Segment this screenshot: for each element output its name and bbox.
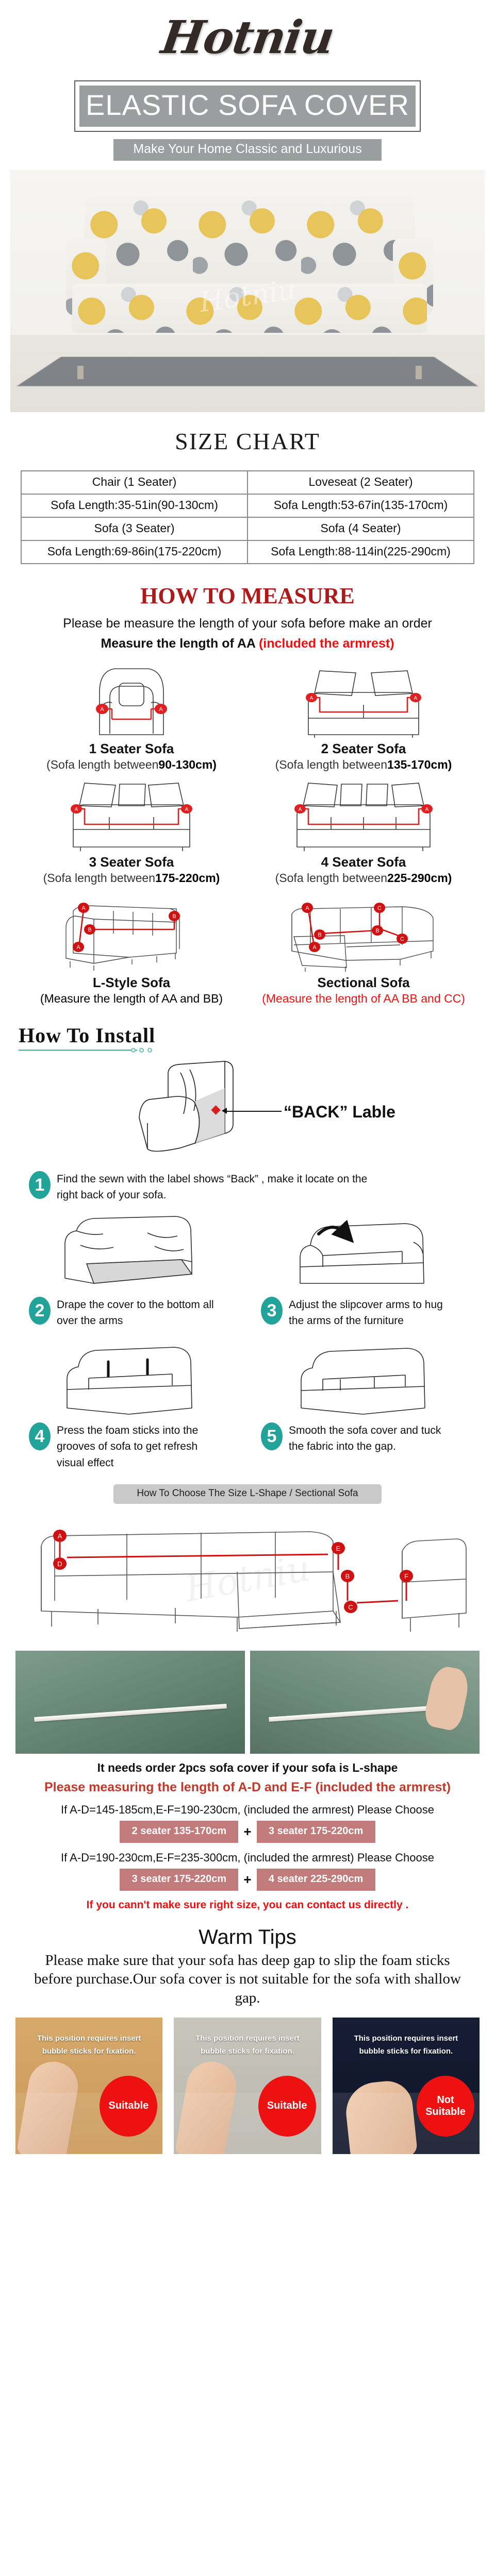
- svg-text:F: F: [404, 1572, 408, 1580]
- install-step-5: [248, 1419, 480, 1471]
- measure-item-label: 1 Seater Sofa: [89, 740, 174, 756]
- sofa-outline-2-seater: [248, 660, 480, 738]
- measure-armrest-note: (included the armrest): [258, 636, 394, 651]
- brand-logo: Hotniu: [158, 10, 337, 64]
- sofa-outline-l-style: [15, 894, 248, 972]
- svg-text:A: A: [57, 1532, 62, 1540]
- order-line-top: It needs order 2pcs sofa cover if your sofa is L-shape: [97, 1761, 398, 1774]
- sofa-backrest: [85, 197, 415, 294]
- measure-item-3-seater: [15, 774, 248, 885]
- table-row: [21, 471, 474, 494]
- step-number-badge: 2: [29, 1297, 51, 1325]
- measure-item-range: [15, 871, 248, 885]
- warm-tips-title: Warm Tips: [199, 1926, 296, 1948]
- order-choice-1: [15, 1821, 480, 1843]
- table-cell: Sofa Length:69-86in(175-220cm): [21, 540, 248, 564]
- svg-text:A: A: [309, 695, 314, 701]
- table-row: [21, 517, 474, 540]
- table-cell: Sofa (3 Seater): [21, 517, 248, 540]
- measure-item-label: L-Style Sofa: [92, 974, 171, 990]
- section-divider: [19, 1049, 137, 1051]
- svg-text:B: B: [345, 1572, 350, 1580]
- install-step-row-23: [15, 1294, 480, 1329]
- measure-item-label: 3 Seater Sofa: [89, 854, 174, 870]
- lshape-sofa-line-art: [21, 1510, 474, 1644]
- measure-range-prefix: (Sofa length between: [275, 757, 388, 771]
- sofa-line-art-1-seater: [54, 662, 209, 738]
- install-step-row-1: [15, 1168, 480, 1204]
- divider-dot-1: [131, 1048, 136, 1053]
- how-to-measure-line2: [0, 636, 495, 651]
- plus-icon: +: [243, 1824, 252, 1839]
- step-number-badge: 3: [261, 1297, 283, 1325]
- table-row: [21, 540, 474, 564]
- suitability-tile-1: [15, 2018, 162, 2154]
- divider-dot-3: [147, 1048, 152, 1053]
- measure-item-label: 4 Seater Sofa: [321, 854, 406, 870]
- measure-item-4-seater: [248, 774, 480, 885]
- svg-text:A: A: [185, 806, 189, 812]
- sofa-seat: [72, 283, 427, 333]
- sofa-outline-4-seater: [248, 774, 480, 851]
- table-row: [21, 494, 474, 517]
- table-cell: Chair (1 Seater): [21, 471, 248, 494]
- contact-us-note: If you cann't make sure right size, you can contact us directly .: [86, 1899, 409, 1911]
- install-art-row-45: [15, 1329, 480, 1419]
- order-instructions: [15, 1761, 480, 1911]
- svg-text:A: A: [298, 806, 302, 812]
- step-text: Smooth the sofa cover and tuck the fabric into the gap.: [289, 1424, 441, 1452]
- table-cell: Sofa Length:35-51in(90-130cm): [21, 494, 248, 517]
- svg-text:B: B: [318, 931, 322, 938]
- suitability-tile-2: [174, 2018, 321, 2154]
- page-title: ELASTIC SOFA COVER: [79, 86, 416, 127]
- drape-cover-sketch: [46, 1206, 217, 1291]
- order-choice-2: [15, 1869, 480, 1891]
- suitability-badge: Suitable: [258, 2076, 316, 2137]
- measure-diagram-grid: [15, 660, 480, 1006]
- svg-text:E: E: [336, 1545, 341, 1552]
- tile-caption-line2: bubble sticks for fixation.: [201, 2047, 294, 2056]
- measure-range-value: 175-220cm): [155, 871, 220, 885]
- install-illustration-step-2: [15, 1204, 248, 1294]
- sofa-outline-1-seater: [15, 660, 248, 738]
- svg-text:B: B: [172, 913, 176, 920]
- step-text: Adjust the slipcover arms to hug the arms of the furniture: [289, 1298, 443, 1327]
- install-step-4: [15, 1419, 248, 1471]
- page-subtitle: Make Your Home Classic and Luxurious: [113, 139, 382, 161]
- tile-caption-line1: This position requires insert: [195, 2033, 300, 2043]
- how-to-measure-title: HOW TO MEASURE: [140, 583, 355, 608]
- measure-range-prefix: (Sofa length between: [275, 871, 388, 885]
- sofa-leg-right: [416, 366, 422, 379]
- size-chart-table: [21, 470, 474, 564]
- hand-illustration: [423, 1664, 472, 1732]
- table-cell: Sofa Length:53-67in(135-170cm): [248, 494, 474, 517]
- order-condition-2: If A-D=190-230cm,E-F=235-300cm, (included the armrest) Please Choose: [61, 1851, 434, 1864]
- warm-tips-body: Please make sure that your sofa has deep gap to slip the foam sticks before purchase.Our sofa cover is not suitable for the sofa with shallow gap.: [34, 1952, 461, 2006]
- sofa-line-art-4-seater: [273, 775, 454, 851]
- install-step-row-45: [15, 1419, 480, 1471]
- step-text: Drape the cover to the bottom all over the arms: [57, 1298, 214, 1327]
- how-to-install-title: How To Install: [19, 1023, 156, 1047]
- table-cell: Sofa Length:88-114in(225-290cm): [248, 540, 474, 564]
- sofa-line-art-2-seater: [278, 662, 449, 738]
- measure-item-1-seater: [15, 660, 248, 772]
- suitability-badge: Suitable: [100, 2076, 157, 2137]
- order-line-red: Please measuring the length of A-D and E-F (included the armrest): [44, 1780, 451, 1794]
- hero-sofa: [66, 197, 433, 367]
- tile-caption-line2: bubble sticks for fixation.: [359, 2047, 453, 2056]
- install-illustration-step-4: [15, 1329, 248, 1419]
- measure-aa-text: Measure the length of AA: [101, 636, 259, 651]
- brand-header: [0, 0, 495, 77]
- table-cell: Loveseat (2 Seater): [248, 471, 474, 494]
- diagram-watermark: Hotniu: [182, 1546, 314, 1611]
- svg-text:C: C: [348, 1603, 353, 1611]
- tile-caption: [333, 2032, 480, 2058]
- svg-text:A: A: [305, 905, 309, 911]
- table-cell: Sofa (4 Seater): [248, 517, 474, 540]
- size-chip-3-seater[interactable]: 3 seater 175-220cm: [257, 1821, 375, 1843]
- svg-text:A: A: [76, 944, 80, 951]
- measure-item-range: [248, 871, 480, 885]
- svg-text:C: C: [400, 936, 404, 942]
- sofa-leg-left: [77, 366, 84, 379]
- measure-photo-right: [250, 1651, 480, 1754]
- install-illustration-step-3: [248, 1204, 480, 1294]
- suitability-tiles: [15, 2018, 480, 2154]
- sofa-line-art-l-style: [46, 895, 217, 972]
- size-chart-title: SIZE CHART: [175, 428, 320, 454]
- measure-range-value: 90-130cm): [158, 757, 217, 771]
- measure-item-range: [248, 758, 480, 772]
- foam-sticks-sketch: [46, 1332, 217, 1417]
- tape-measure-icon: [34, 1704, 227, 1722]
- measure-item-label: 2 Seater Sofa: [321, 740, 406, 756]
- divider-dot-2: [139, 1048, 144, 1053]
- adjust-arms-sketch: [278, 1206, 449, 1291]
- sofa-line-art-3-seater: [46, 775, 217, 851]
- measure-range-value: 225-290cm): [387, 871, 452, 885]
- measure-range-value: 135-170cm): [387, 757, 452, 771]
- size-chip-2-seater[interactable]: 2 seater 135-170cm: [120, 1821, 238, 1843]
- suitability-badge: Not Suitable: [417, 2076, 474, 2137]
- step-text: Find the sewn with the label shows “Back” , make it locate on the right back of your sofa.: [57, 1173, 368, 1201]
- svg-text:B: B: [375, 927, 380, 934]
- leader-line: [226, 1111, 282, 1112]
- lshape-measure-diagram: [15, 1510, 480, 1647]
- svg-text:D: D: [57, 1560, 62, 1568]
- suitability-tile-3: [333, 2018, 480, 2154]
- install-step-2: [15, 1294, 248, 1329]
- hero-product-photo: [10, 170, 485, 412]
- sofa-line-art-sectional: [278, 895, 449, 972]
- svg-text:A: A: [414, 695, 418, 701]
- choose-size-bar: How To Choose The Size L-Shape / Sectional Sofa: [113, 1484, 382, 1504]
- measure-item-2-seater: [248, 660, 480, 772]
- measure-item-range: [15, 758, 248, 772]
- measure-photo-row: [15, 1651, 480, 1754]
- svg-text:A: A: [425, 806, 429, 812]
- back-label-illustration: [15, 1057, 480, 1168]
- install-step-1: [15, 1168, 480, 1204]
- plus-icon: +: [243, 1872, 252, 1887]
- tile-caption-line1: This position requires insert: [37, 2033, 141, 2043]
- measure-range-prefix: (Sofa length between: [46, 757, 159, 771]
- tile-caption-line2: bubble sticks for fixation.: [42, 2047, 136, 2056]
- step-number-badge: 1: [29, 1171, 51, 1199]
- sofa-outline-sectional: [248, 894, 480, 972]
- svg-text:A: A: [74, 806, 78, 812]
- step-number-badge: 5: [261, 1422, 283, 1450]
- tile-caption-line1: This position requires insert: [354, 2033, 458, 2043]
- sofa-outline-3-seater: [15, 774, 248, 851]
- svg-text:A: A: [100, 706, 104, 713]
- measure-range-prefix: (Sofa length between: [43, 871, 156, 885]
- size-chip-3-seater-b[interactable]: 3 seater 175-220cm: [120, 1869, 238, 1891]
- measure-photo-left: [15, 1651, 245, 1754]
- back-label-text: “BACK” Lable: [284, 1102, 395, 1121]
- svg-text:B: B: [88, 926, 92, 933]
- svg-text:A: A: [81, 905, 86, 911]
- step-number-badge: 4: [29, 1422, 51, 1450]
- hero-watermark: Hotniu: [197, 273, 298, 319]
- measure-item-note: (Measure the length of AA BB and CC): [262, 991, 465, 1005]
- how-to-measure-line1: Please be measure the length of your sofa before make an order: [63, 616, 432, 631]
- tile-caption: [15, 2032, 162, 2058]
- install-illustration-step-5: [248, 1329, 480, 1419]
- measure-item-note: (Measure the length of AA and BB): [40, 991, 223, 1005]
- svg-text:A: A: [159, 706, 163, 713]
- step-text: Press the foam sticks into the grooves of sofa to get refresh visual effect: [57, 1424, 199, 1469]
- tile-caption: [174, 2032, 321, 2058]
- measure-item-sectional: [248, 894, 480, 1006]
- hero-title-frame: [74, 80, 421, 132]
- measure-item-l-style: [15, 894, 248, 1006]
- size-chip-4-seater[interactable]: 4 seater 225-290cm: [257, 1869, 375, 1891]
- install-step-3: [248, 1294, 480, 1329]
- install-art-row-23: [15, 1204, 480, 1294]
- svg-text:A: A: [312, 944, 317, 951]
- measure-item-label: Sectional Sofa: [317, 974, 410, 990]
- order-condition-1: If A-D=145-185cm,E-F=190-230cm, (included the armrest) Please Choose: [61, 1803, 434, 1816]
- tuck-fabric-sketch: [278, 1332, 449, 1417]
- svg-text:C: C: [377, 905, 382, 911]
